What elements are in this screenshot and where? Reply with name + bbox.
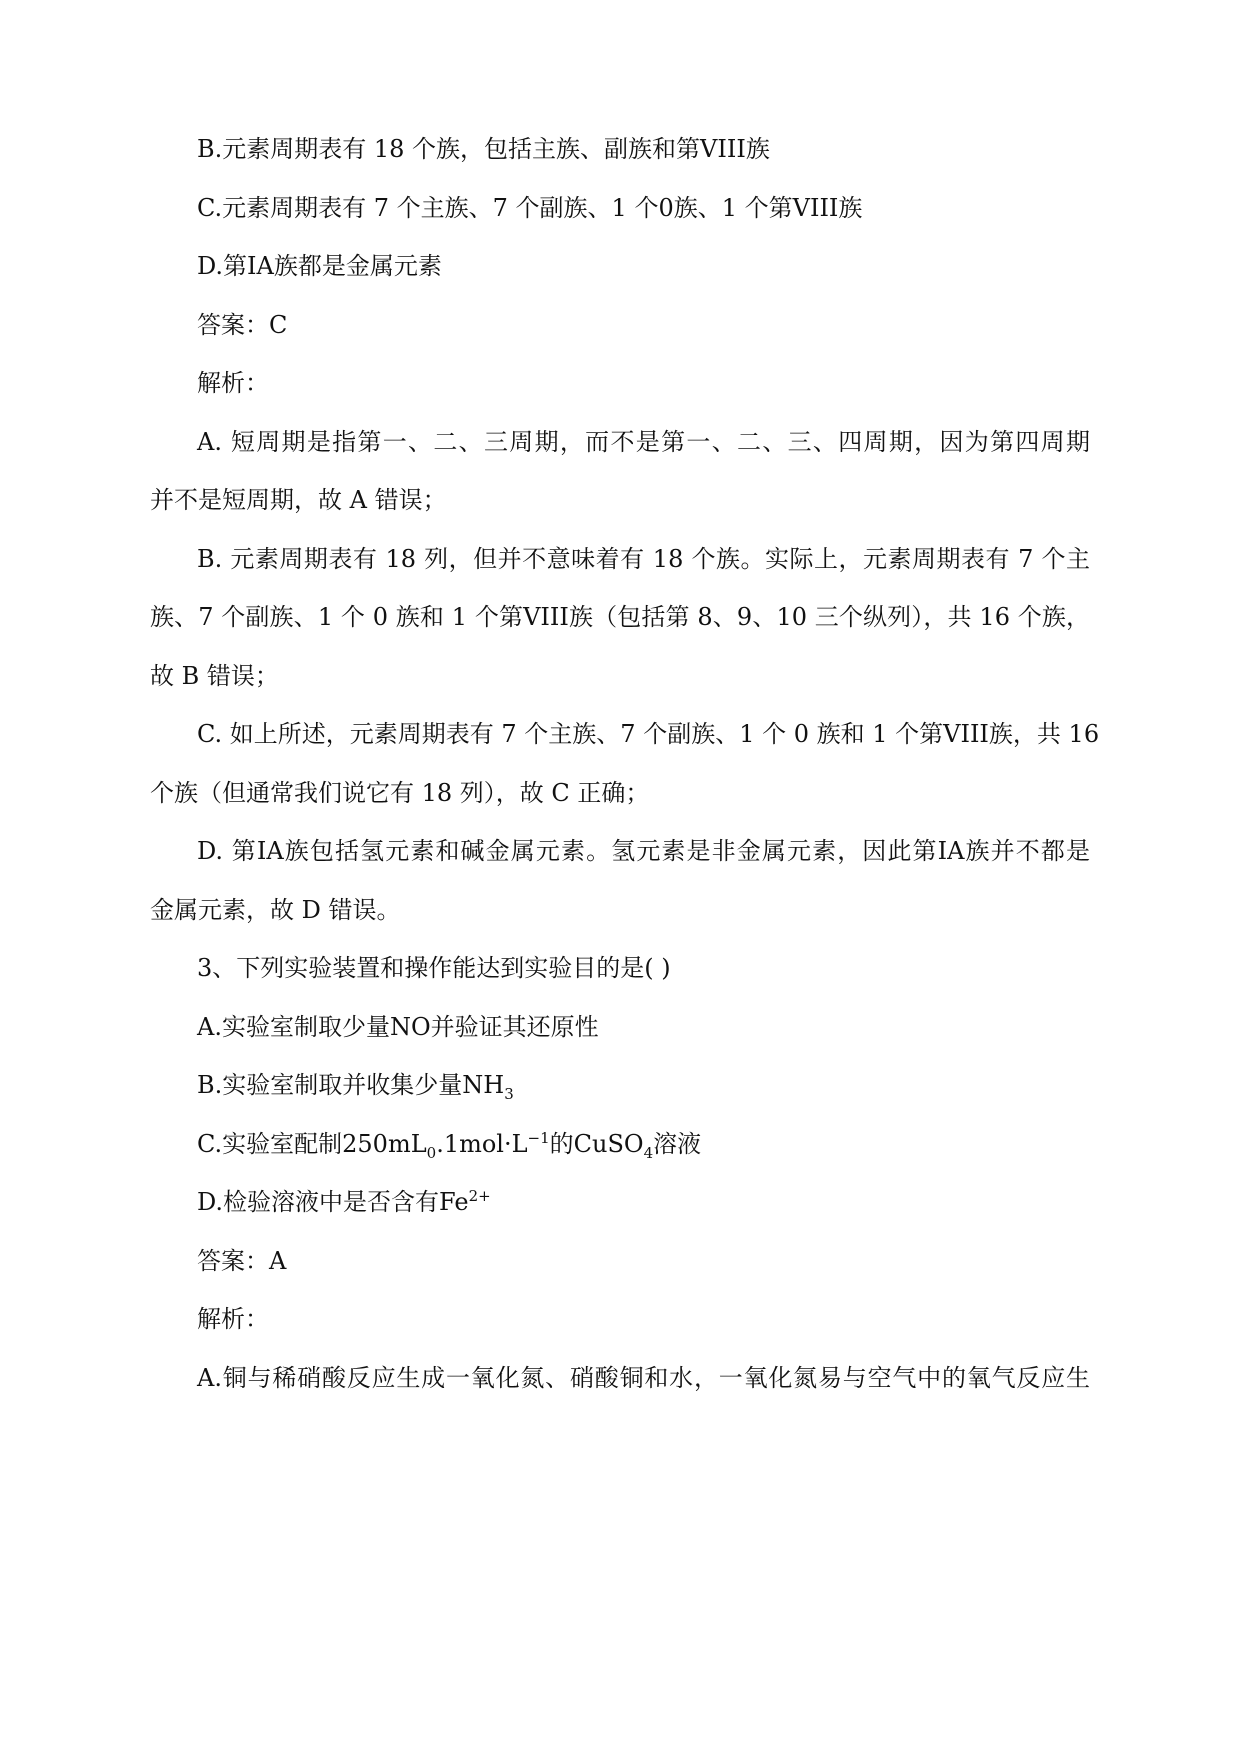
option-c-q3 — [197, 1129, 1137, 1162]
analysis-b-line2: 族、7 个副族、1 个 0 族和 1 个第VIII族（包括第 8、9、10 三个纵列），共 16 个族， — [150, 603, 1090, 631]
option-c-q3-mid2: 的CuSO — [549, 1130, 644, 1158]
analysis-a-line1: A. 短周期是指第一、二、三周期，而不是第一、二、三、四周期，因为第四周期 — [197, 428, 1090, 456]
answer-q3: 答案：A — [197, 1247, 287, 1275]
analysis-q3-a-line1: A.铜与稀硝酸反应生成一氧化氮、硝酸铜和水，一氧化氮易与空气中的氧气反应生 — [197, 1364, 1090, 1392]
option-c-q3-mid: .1mol·L — [436, 1130, 528, 1158]
option-b-q3-text: B.实验室制取并收集少量NH — [197, 1071, 505, 1099]
option-c-q3-pre: C.实验室配制250mL — [197, 1130, 427, 1158]
analysis-b-line3: 故 B 错误； — [150, 662, 279, 690]
option-d-q3-superscript: 2+ — [468, 1187, 491, 1205]
analysis-c-line2: 个族（但通常我们说它有 18 列），故 C 正确； — [150, 779, 650, 807]
analysis-heading-q3: 解析： — [197, 1305, 269, 1333]
option-c-q3-sup1: −1 — [527, 1129, 550, 1147]
option-c-q2: C.元素周期表有 7 个主族、7 个副族、1 个0族、1 个第VIII族 — [197, 194, 863, 222]
analysis-b-line1: B. 元素周期表有 18 列，但并不意味着有 18 个族。实际上，元素周期表有 7 个主 — [197, 545, 1090, 573]
option-b-q2: B.元素周期表有 18 个族，包括主族、副族和第VIII族 — [197, 135, 770, 163]
answer-q2: 答案：C — [197, 311, 288, 339]
question-3: 3、下列实验装置和操作能达到实验目的是( ) — [197, 954, 671, 982]
analysis-d-line2: 金属元素，故 D 错误。 — [150, 896, 401, 924]
option-c-q3-sub2: 4 — [643, 1143, 654, 1162]
analysis-a-line2: 并不是短周期，故 A 错误； — [150, 486, 447, 514]
option-d-q3-text: D.检验溶液中是否含有Fe — [197, 1188, 469, 1216]
option-c-q3-sub1: 0 — [426, 1143, 437, 1162]
analysis-heading-q2: 解析： — [197, 369, 269, 397]
option-d-q3 — [197, 1187, 1137, 1217]
option-b-q3 — [197, 1070, 1137, 1103]
option-d-q2: D.第IA族都是金属元素 — [197, 252, 442, 280]
option-c-q3-post: 溶液 — [653, 1130, 702, 1158]
option-b-q3-subscript: 3 — [504, 1084, 514, 1103]
analysis-d-line1: D. 第IA族包括氢元素和碱金属元素。氢元素是非金属元素，因此第IA族并不都是 — [197, 837, 1090, 865]
analysis-c-line1: C. 如上所述，元素周期表有 7 个主族、7 个副族、1 个 0 族和 1 个第VIII族，共 16 — [197, 720, 1100, 748]
option-a-q3: A.实验室制取少量NO并验证其还原性 — [197, 1013, 599, 1041]
